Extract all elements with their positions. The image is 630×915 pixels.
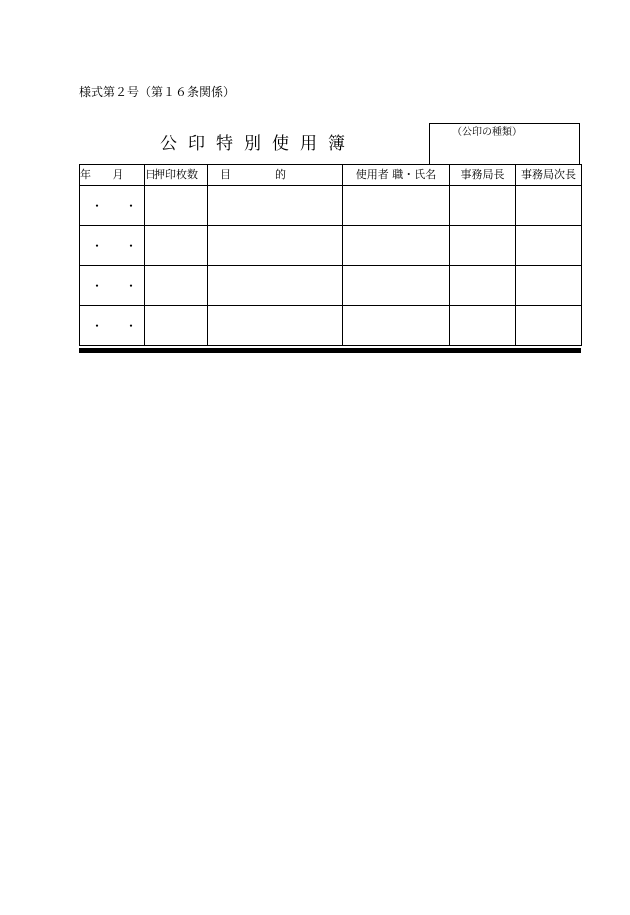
date-separator: ・ [91,239,104,253]
header-user-role-name: 使用者 職・氏名 [343,165,450,186]
header-secretariat-deputy-director: 事務局次長 [516,165,582,186]
deputy-director-approval-cell[interactable] [516,306,582,346]
seal-count-cell[interactable] [145,226,208,266]
user-role-name-cell[interactable] [343,186,450,226]
date-cell[interactable] [80,266,145,306]
table-row [80,186,582,226]
date-separator: ・ [125,239,138,253]
purpose-cell[interactable] [208,226,343,266]
header-date: 年 月 日 [80,165,145,186]
deputy-director-approval-cell[interactable] [516,186,582,226]
header-seal-count: 押印枚数 [145,165,208,186]
header-secretariat-director: 事務局長 [450,165,516,186]
purpose-cell[interactable] [208,306,343,346]
director-approval-cell[interactable] [450,306,516,346]
date-separator: ・ [125,279,138,293]
seal-count-cell[interactable] [145,266,208,306]
date-separator: ・ [125,199,138,213]
purpose-cell[interactable] [208,186,343,226]
seal-count-cell[interactable] [145,186,208,226]
table-row [80,226,582,266]
user-role-name-cell[interactable] [343,266,450,306]
deputy-director-approval-cell[interactable] [516,226,582,266]
table-row [80,266,582,306]
table-row [80,306,582,346]
date-separator: ・ [91,319,104,333]
form-number: 様式第２号（第１６条関係） [79,85,236,99]
date-separator: ・ [91,279,104,293]
date-separator: ・ [91,199,104,213]
seal-type-box [429,123,580,165]
date-cell[interactable] [80,226,145,266]
date-cell[interactable] [80,186,145,226]
director-approval-cell[interactable] [450,186,516,226]
date-cell[interactable] [80,306,145,346]
seal-usage-ledger [79,164,582,346]
user-role-name-cell[interactable] [343,306,450,346]
user-role-name-cell[interactable] [343,226,450,266]
header-purpose: 目的 [208,165,343,186]
seal-type-label: （公印の種類） [452,127,522,138]
ledger-bottom-rule [79,348,581,353]
director-approval-cell[interactable] [450,266,516,306]
seal-count-cell[interactable] [145,306,208,346]
date-separator: ・ [125,319,138,333]
director-approval-cell[interactable] [450,226,516,266]
deputy-director-approval-cell[interactable] [516,266,582,306]
ledger-header-row [80,165,582,186]
purpose-cell[interactable] [208,266,343,306]
document-title: 公印特別使用簿 [160,134,356,154]
